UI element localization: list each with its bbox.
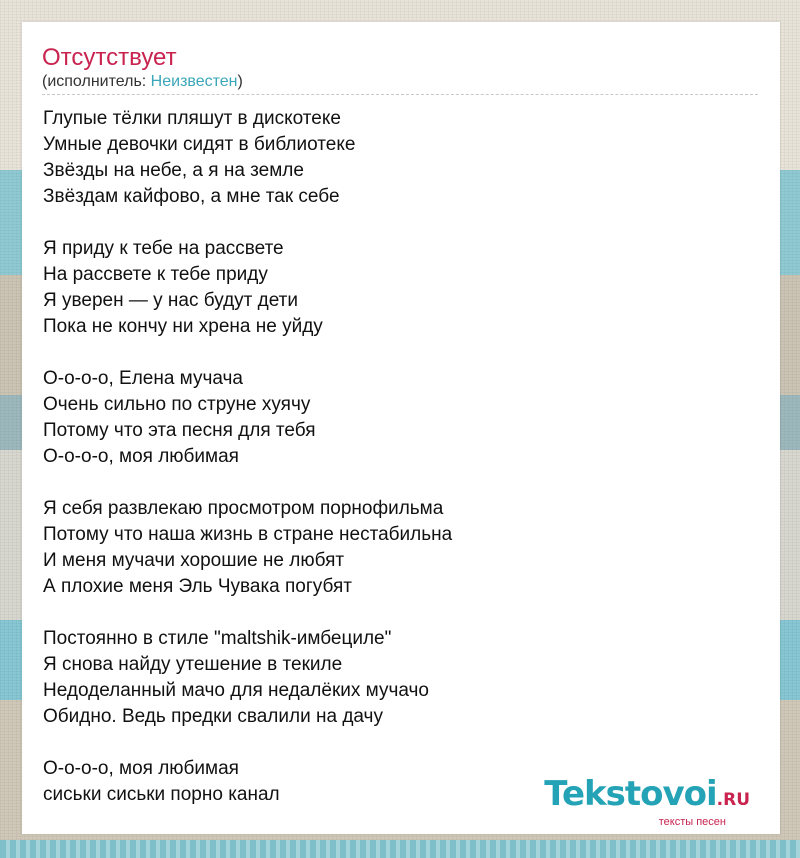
lyric-line: Я уверен — у нас будут дети <box>43 290 298 311</box>
logo-wordmark: Tekstovoi <box>544 774 717 814</box>
lyric-line: О-о-о-о, Елена мучача <box>43 368 243 389</box>
lyric-line: Я снова найду утешение в текиле <box>43 654 343 675</box>
artist-line <box>42 73 243 91</box>
lyric-line: А плохие меня Эль Чувака погубят <box>43 576 352 597</box>
lyric-line: Я себя развлекаю просмотром порнофильма <box>43 498 444 519</box>
lyric-line: Потому что эта песня для тебя <box>43 420 316 441</box>
lyric-line: Очень сильно по струне хуячу <box>43 394 311 415</box>
song-title: Отсутствует <box>42 44 177 71</box>
lyrics-stanza <box>43 496 743 600</box>
lyrics-card <box>22 22 780 834</box>
lyric-line: Звёзды на небе, а я на земле <box>43 160 304 181</box>
background-bottom-strip <box>0 840 800 858</box>
lyric-line: Глупые тёлки пляшут в дискотеке <box>43 108 341 129</box>
lyrics-stanza <box>43 106 743 210</box>
logo-tld: .RU <box>716 790 750 810</box>
lyric-line: Недоделанный мачо для недалёких мучачо <box>43 680 429 701</box>
lyrics-stanza <box>43 366 743 470</box>
lyric-line: Постоянно в стиле "maltshik-имбециле" <box>43 628 392 649</box>
lyrics-text <box>43 106 743 808</box>
lyric-line: На рассвете к тебе приду <box>43 264 268 285</box>
lyric-line: Умные девочки сидят в библиотеке <box>43 134 356 155</box>
lyric-line: И меня мучачи хорошие не любят <box>43 550 345 571</box>
artist-suffix: ) <box>237 73 243 90</box>
lyric-line: Я приду к тебе на рассвете <box>43 238 284 259</box>
artist-prefix: (исполнитель: <box>42 73 151 90</box>
lyric-line: сиськи сиськи порно канал <box>43 784 280 805</box>
lyric-line: Пока не кончу ни хрена не уйду <box>43 316 323 337</box>
artist-link[interactable]: Неизвестен <box>150 73 238 90</box>
lyrics-stanza <box>43 626 743 730</box>
lyric-line: О-о-о-о, моя любимая <box>43 758 239 779</box>
lyric-line: О-о-о-о, моя любимая <box>43 446 239 467</box>
lyric-line: Обидно. Ведь предки свалили на дачу <box>43 706 383 727</box>
lyrics-stanza <box>43 236 743 340</box>
header-divider <box>42 94 758 95</box>
lyric-line: Звёздам кайфово, а мне так себе <box>43 186 340 207</box>
lyric-line: Потому что наша жизнь в стране нестабильна <box>43 524 453 545</box>
logo-subtitle: тексты песен <box>658 816 726 828</box>
site-logo[interactable] <box>544 774 750 828</box>
